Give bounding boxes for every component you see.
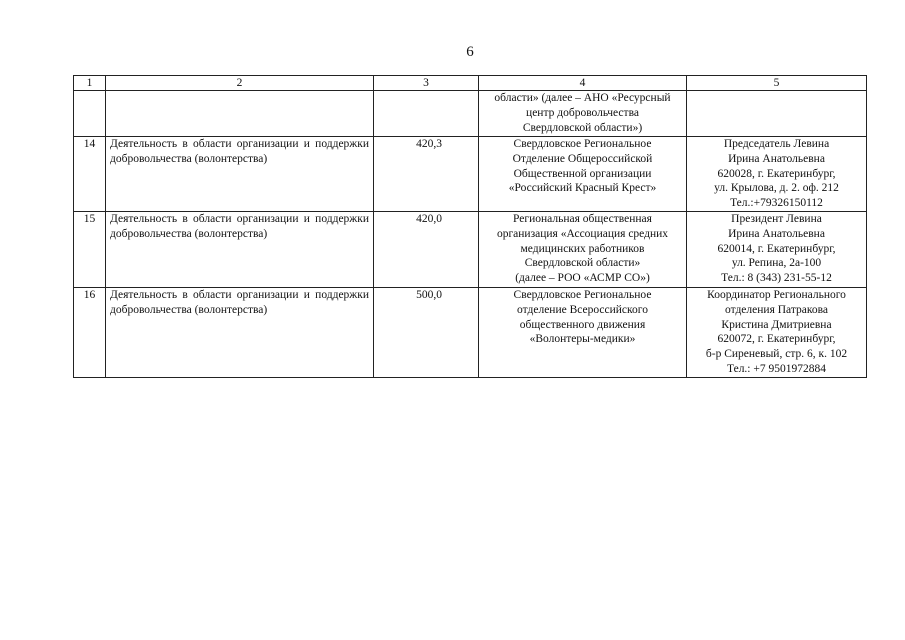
contact-line: 620072, г. Екатеринбург,	[717, 333, 836, 346]
org-line: медицинских работников	[520, 242, 645, 255]
contact-line: ул. Репина, 2а-100	[731, 257, 822, 270]
table-row-14	[74, 137, 867, 212]
org-line: Региональная общественная	[513, 213, 652, 225]
continuation-row	[74, 91, 867, 137]
row-activity: Деятельность в области организации и поддержки добровольчества (волонтерства)	[106, 137, 374, 212]
org-line: «Волонтеры-медики»	[529, 333, 636, 346]
contact-line: Ирина Анатольевна	[728, 227, 825, 240]
row-activity: Деятельность в области организации и поддержки добровольчества (волонтерства)	[106, 212, 374, 288]
header-col-1: 1	[74, 76, 106, 91]
org-line: отделение Всероссийского	[517, 303, 648, 316]
org-line: общественного движения	[519, 318, 646, 331]
table-row-15	[74, 212, 867, 288]
org-line: Свердловской области»	[524, 257, 641, 270]
header-col-3: 3	[374, 76, 479, 91]
row-amount: 420,3	[374, 137, 479, 212]
contact-line: Президент Левина	[731, 213, 822, 225]
contact-line: б-р Сиреневый, стр. 6, к. 102	[705, 348, 848, 361]
row-organization	[479, 212, 687, 288]
contact-line: Координатор Регионального	[707, 289, 846, 301]
continuation-contact-cell	[687, 91, 867, 137]
org-line: центр добровольчества	[526, 106, 639, 119]
contact-line: отделения Патракова	[724, 303, 828, 316]
org-line: (далее – РОО «АСМР СО»)	[515, 272, 650, 285]
org-line: области» (далее – АНО «Ресурсный	[494, 92, 671, 104]
page-number: 6	[466, 44, 474, 60]
header-col-5: 5	[687, 76, 867, 91]
org-line: «Российский Красный Крест»	[508, 182, 657, 195]
contact-line: 620028, г. Екатеринбург,	[717, 167, 836, 180]
org-line: Свердловское Региональное	[513, 138, 652, 150]
org-line: Отделение Общероссийской	[512, 152, 653, 165]
org-line: Свердловское Региональное	[513, 289, 652, 301]
contact-line: ул. Крылова, д. 2. оф. 212	[714, 182, 839, 195]
continuation-activity-cell	[106, 91, 374, 137]
row-activity: Деятельность в области организации и поддержки добровольчества (волонтерства)	[106, 288, 374, 378]
row-contact	[687, 288, 867, 378]
table-row-16	[74, 288, 867, 378]
continuation-amount-cell	[374, 91, 479, 137]
contact-line: Ирина Анатольевна	[728, 152, 825, 165]
header-col-2: 2	[106, 76, 374, 91]
row-number: 16	[74, 288, 106, 378]
contact-line: 620014, г. Екатеринбург,	[717, 242, 836, 255]
contact-line: Председатель Левина	[723, 138, 830, 150]
row-contact	[687, 212, 867, 288]
row-contact	[687, 137, 867, 212]
row-amount: 500,0	[374, 288, 479, 378]
row-organization	[479, 288, 687, 378]
org-line: Общественной организации	[513, 167, 652, 180]
org-line: организация «Ассоциация средних	[496, 227, 669, 240]
continuation-num-cell	[74, 91, 106, 137]
table-header-row	[74, 76, 867, 91]
contact-line: Тел.:+79326150112	[730, 197, 823, 210]
continuation-org-cell	[479, 91, 687, 137]
contact-line: Тел.: 8 (343) 231-55-12	[721, 272, 832, 285]
header-col-4: 4	[479, 76, 687, 91]
organizations-table	[73, 75, 867, 378]
contact-line: Кристина Дмитриевна	[721, 318, 832, 331]
row-number: 14	[74, 137, 106, 212]
row-number: 15	[74, 212, 106, 288]
contact-line: Тел.: +7 9501972884	[727, 362, 826, 375]
row-organization	[479, 137, 687, 212]
row-amount: 420,0	[374, 212, 479, 288]
org-line: Свердловской области»)	[522, 121, 643, 134]
